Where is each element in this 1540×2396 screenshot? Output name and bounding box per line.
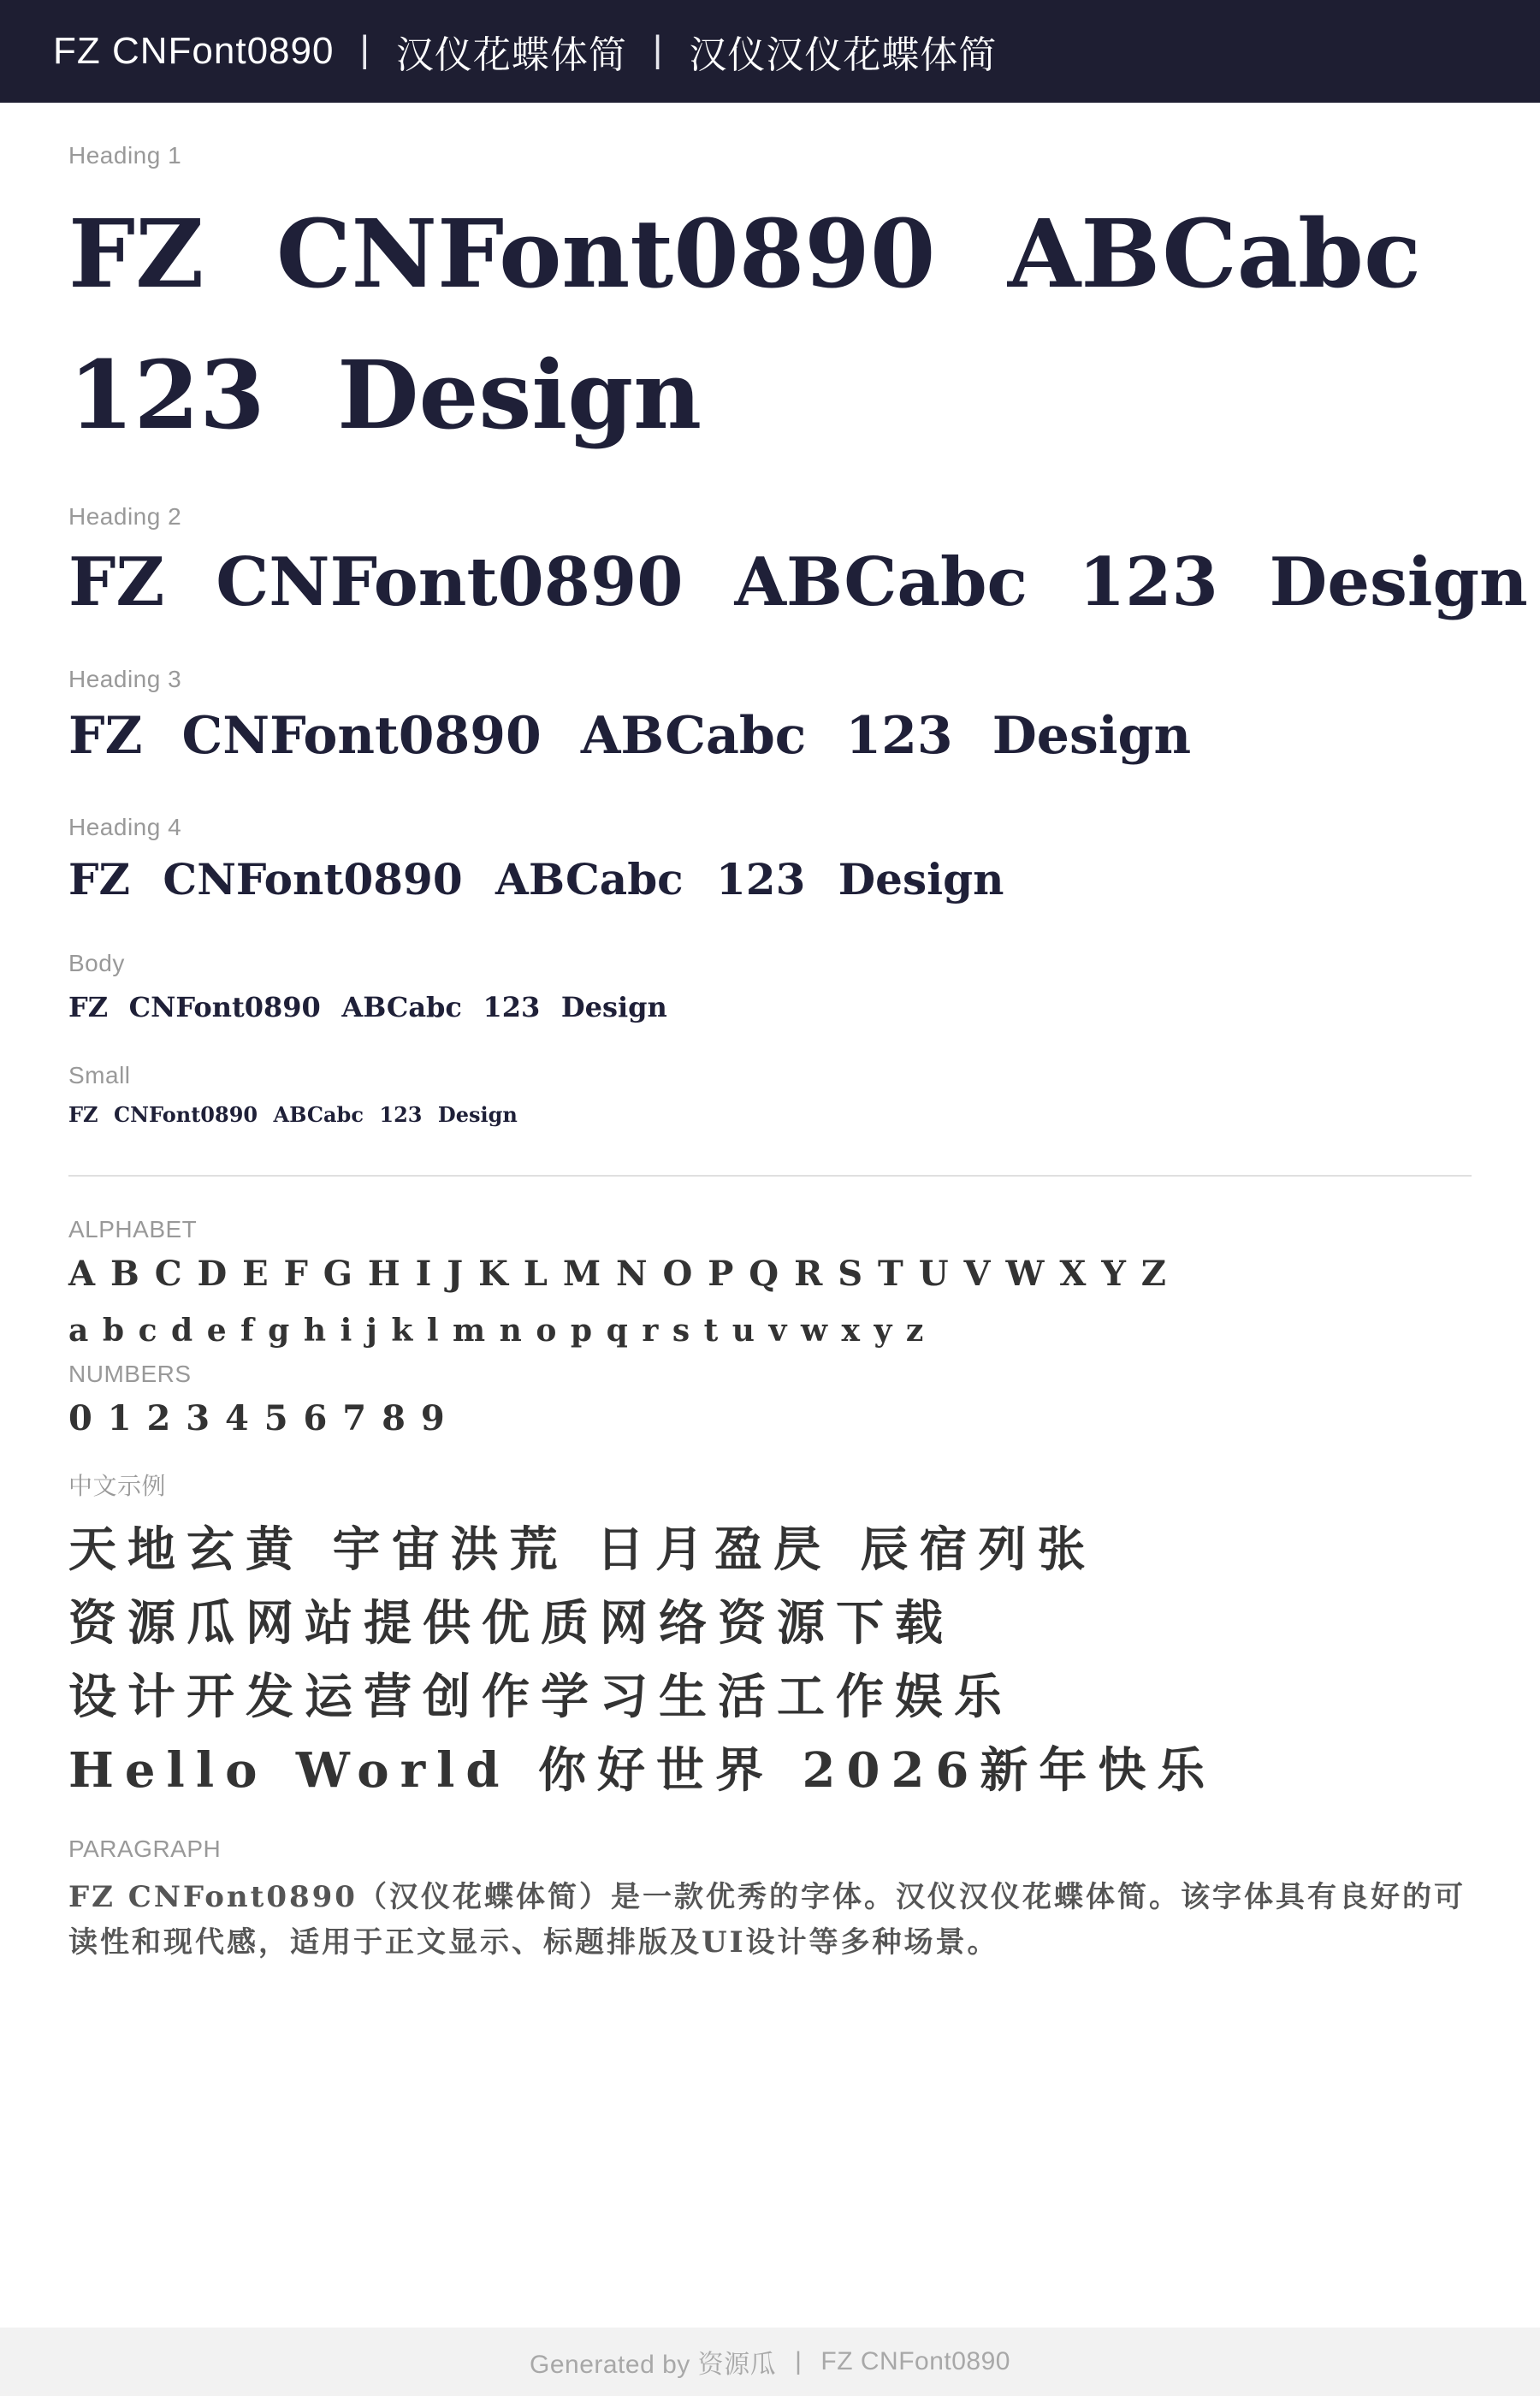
footer-brand: FZ CNFont0890 <box>820 2347 1010 2375</box>
alphabet-label: ALPHABET <box>68 1216 198 1243</box>
section-small <box>68 1062 1472 1128</box>
heading4-label: Heading 4 <box>68 813 182 840</box>
small-label: Small <box>68 1061 131 1088</box>
section-heading4 <box>68 814 1472 904</box>
chinese-sample-line: 天地玄黄 宇宙洪荒 日月盈昃 辰宿列张 <box>68 1521 1097 1579</box>
body-label: Body <box>68 950 125 977</box>
numbers-digits: 0 1 2 3 4 5 6 7 8 9 <box>68 1398 447 1439</box>
heading2-label: Heading 2 <box>68 503 182 530</box>
header-font-name-cn-full: 汉仪汉仪花蝶体简 <box>689 34 998 76</box>
heading2-specimen: FZ CNFont0890 ABCabc 123 Design <box>68 543 1528 621</box>
paragraph-label: PARAGRAPH <box>68 1836 222 1863</box>
header-brand: FZ CNFont0890 <box>53 30 335 72</box>
heading4-specimen: FZ CNFont0890 ABCabc 123 Design <box>68 853 1004 904</box>
divider <box>68 1175 1472 1177</box>
numbers-label: NUMBERS <box>68 1361 192 1388</box>
chinese-sample-line: 设计开发运营创作学习生活工作娱乐 <box>68 1669 1013 1726</box>
footer-generated-by: Generated by 资源瓜 <box>529 2351 777 2379</box>
heading3-label: Heading 3 <box>68 665 182 692</box>
header-font-name-cn: 汉仪花蝶体简 <box>395 34 627 76</box>
footer-separator: | <box>795 2347 803 2375</box>
section-alphabet <box>68 1216 1472 1349</box>
specimen-page <box>0 103 1540 1966</box>
section-heading3 <box>68 666 1472 766</box>
body-specimen: FZ CNFont0890 ABCabc 123 Design <box>68 991 667 1024</box>
alphabet-uppercase: A B C D E F G H I J K L M N O P Q R S T U V W X Y Z <box>68 1254 1169 1295</box>
section-paragraph <box>68 1836 1472 1965</box>
section-numbers <box>68 1361 1472 1438</box>
footer-bar <box>0 2328 1540 2396</box>
heading1-specimen: FZ CNFont0890 ABCabc 123 Design <box>68 199 1421 450</box>
section-body <box>68 950 1472 1023</box>
header-bar <box>0 0 1540 103</box>
chinese-sample-line: 资源瓜网站提供优质网络资源下载 <box>68 1595 954 1652</box>
chinese-sample-label: 中文示例 <box>68 1473 167 1500</box>
section-heading2 <box>68 503 1528 621</box>
chinese-sample-line: Hello World 你好世界 2026新年快乐 <box>68 1742 1217 1800</box>
small-specimen: FZ CNFont0890 ABCabc 123 Design <box>68 1101 518 1127</box>
header-separator: | <box>652 28 664 70</box>
heading1-label: Heading 1 <box>68 142 182 169</box>
header-separator: | <box>359 28 370 70</box>
alphabet-lowercase: a b c d e f g h i j k l m n o p q r s t u v w x y z <box>68 1313 926 1349</box>
section-heading1 <box>68 142 1472 466</box>
heading3-specimen: FZ CNFont0890 ABCabc 123 Design <box>68 705 1192 766</box>
section-chinese-sample <box>68 1473 1472 1800</box>
paragraph-specimen: FZ CNFont0890（汉仪花蝶体简）是一款优秀的字体。汉仪汉仪花蝶体简。该字体具有良好的可读性和现代感，适用于正文显示、标题排版及UI设计等多种场景。 <box>68 1880 1466 1960</box>
